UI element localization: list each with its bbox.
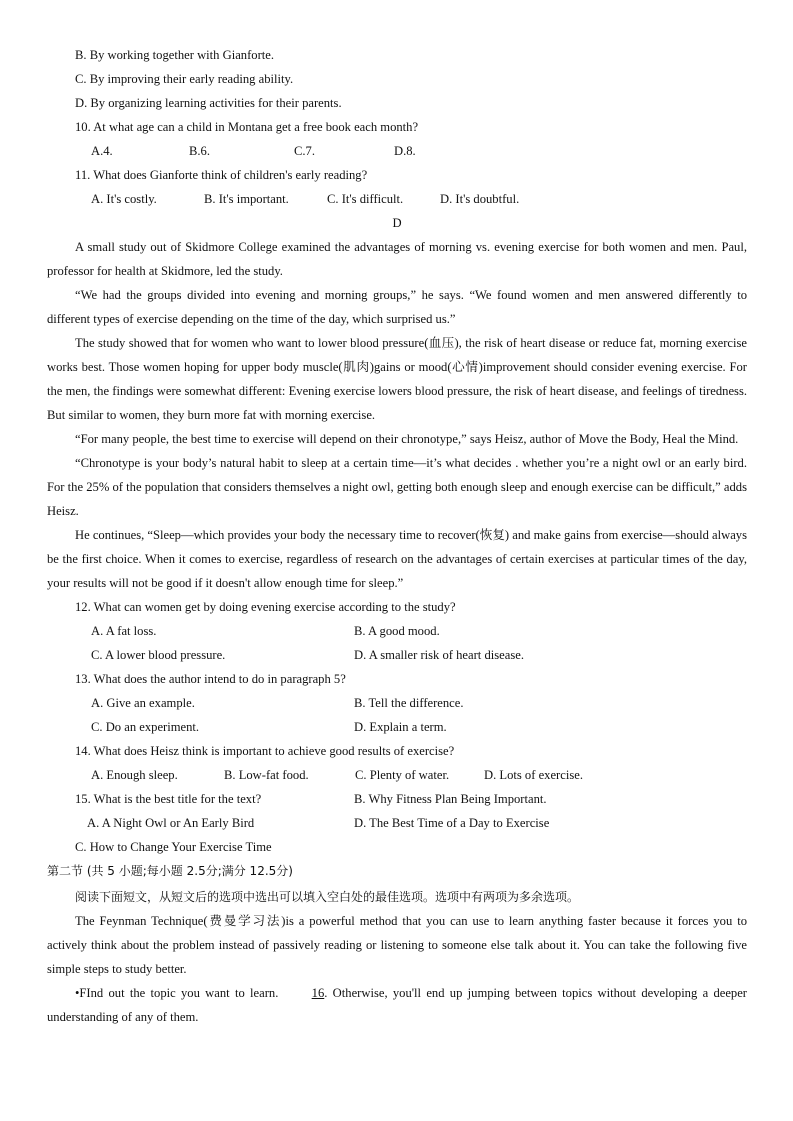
q14-option-d: D. Lots of exercise. xyxy=(484,768,583,782)
q10-options xyxy=(47,139,747,163)
q14-options xyxy=(47,763,747,787)
exam-page xyxy=(47,43,747,1029)
bullet-text-after: . Otherwise, you'll end up jumping between topics without developing a deeper understanding of any of them. xyxy=(47,986,748,1024)
q10-option-b: B.6. xyxy=(189,144,210,158)
q12-option-a: A. A fat loss. xyxy=(91,624,157,638)
q13-options-row1 xyxy=(47,691,747,715)
q12-option-c: C. A lower blood pressure. xyxy=(91,648,226,662)
q15-options-row xyxy=(47,811,747,835)
blank-16[interactable]: 16 xyxy=(311,986,325,1000)
q14-option-c: C. Plenty of water. xyxy=(355,768,450,782)
q12-option-b: B. A good mood. xyxy=(354,624,440,638)
q14-option-a: A. Enough sleep. xyxy=(91,768,178,782)
passage-paragraph: The study showed that for women who want to lower blood pressure(血压), the risk of heart disease or reduce fat, morning exercise works best. Those women hoping for upper body muscle(肌肉)gains or mood(心情)improvement should consider evening exercise. For the men, the findings were somewhat different: Evening exercise lowers blood pressure, the risk of heart disease, and feelings of tiredness. But similar to women, they burn more fat with morning exercise. xyxy=(47,336,747,422)
q15-option-a: A. A Night Owl or An Early Bird xyxy=(87,816,255,830)
passage-paragraph: “Chronotype is your body’s natural habit to sleep at a certain time—it’s what decides . whether you’re a night owl or an early bird. For the 25% of the population that considers themselves a night owl, getting both enough sleep and enough exercise can be difficult,” adds Heisz. xyxy=(47,456,747,518)
q12-option-d: D. A smaller risk of heart disease. xyxy=(354,648,524,662)
q11-stem: 11. What does Gianforte think of children's early reading? xyxy=(75,168,368,182)
q12-options-row1 xyxy=(47,619,747,643)
feynman-paragraph: The Feynman Technique(费曼学习法)is a powerful method that you can use to learn anything faster because it forces you to actively think about the problem instead of passively reading or listening to someone else talk about it. You can take the following five simple steps to study better. xyxy=(47,914,747,976)
q13-option-a: A. Give an example. xyxy=(91,696,195,710)
q10-option-d: D.8. xyxy=(394,144,416,158)
q15-option-b: B. Why Fitness Plan Being Important. xyxy=(354,792,547,806)
passage-paragraph: He continues, “Sleep—which provides your body the necessary time to recover(恢复) and make gains from exercise—should always be the first choice. When it comes to exercise, regardless of research on the advantages of certain exercises at particular times of the day, your results will not be good if it doesn't allow enough time for sleep.” xyxy=(47,528,747,590)
q11-option-c: C. It's difficult. xyxy=(327,192,404,206)
q15-option-c: C. How to Change Your Exercise Time xyxy=(75,840,272,854)
q15-option-d: D. The Best Time of a Day to Exercise xyxy=(354,816,550,830)
q14-stem: 14. What does Heisz think is important to achieve good results of exercise? xyxy=(75,744,455,758)
q12-stem: 12. What can women get by doing evening exercise according to the study? xyxy=(75,600,456,614)
q10-option-c: C.7. xyxy=(294,144,315,158)
q13-options-row2 xyxy=(47,715,747,739)
q10-option-a: A.4. xyxy=(91,144,113,158)
passage-label: D xyxy=(392,216,402,230)
passage-paragraph: “We had the groups divided into evening and morning groups,” he says. “We found women and men answered differently to different types of exercise depending on the time of the day, which surprised us.” xyxy=(47,288,747,326)
bullet-text-before: •FInd out the topic you want to learn. xyxy=(75,986,279,1000)
q15-stem: 15. What is the best title for the text? xyxy=(75,792,262,806)
section-instruction: 阅读下面短文，从短文后的选项中选出可以填入空白处的最佳选项。选项中有两项为多余选项。 xyxy=(75,890,580,904)
q9-option-d: D. By organizing learning activities for their parents. xyxy=(75,96,342,110)
section2-passage xyxy=(47,909,747,1029)
passage-paragraph: A small study out of Skidmore College examined the advantages of morning vs. evening exercise for both women and men. Paul, professor for health at Skidmore, led the study. xyxy=(47,240,747,278)
q12-options-row2 xyxy=(47,643,747,667)
q15-stem-row xyxy=(47,787,747,811)
q13-option-b: B. Tell the difference. xyxy=(354,696,464,710)
q13-option-c: C. Do an experiment. xyxy=(91,720,200,734)
q11-option-a: A. It's costly. xyxy=(91,192,157,206)
passage-paragraph: “For many people, the best time to exercise will depend on their chronotype,” says Heisz, author of Move the Body, Heal the Mind. xyxy=(75,432,739,446)
q9-option-b: B. By working together with Gianforte. xyxy=(75,48,275,62)
q14-option-b: B. Low-fat food. xyxy=(224,768,309,782)
section-heading: 第二节 (共 5 小题;每小题 2.5分;满分 12.5分) xyxy=(47,864,293,878)
q10-stem: 10. At what age can a child in Montana get a free book each month? xyxy=(75,120,419,134)
q11-option-d: D. It's doubtful. xyxy=(440,192,520,206)
q11-options xyxy=(47,187,747,211)
q13-stem: 13. What does the author intend to do in paragraph 5? xyxy=(75,672,346,686)
step-one-bullet xyxy=(47,981,747,1029)
q13-option-d: D. Explain a term. xyxy=(354,720,447,734)
q11-option-b: B. It's important. xyxy=(204,192,289,206)
passage-d xyxy=(47,235,747,595)
q9-option-c: C. By improving their early reading ability. xyxy=(75,72,294,86)
